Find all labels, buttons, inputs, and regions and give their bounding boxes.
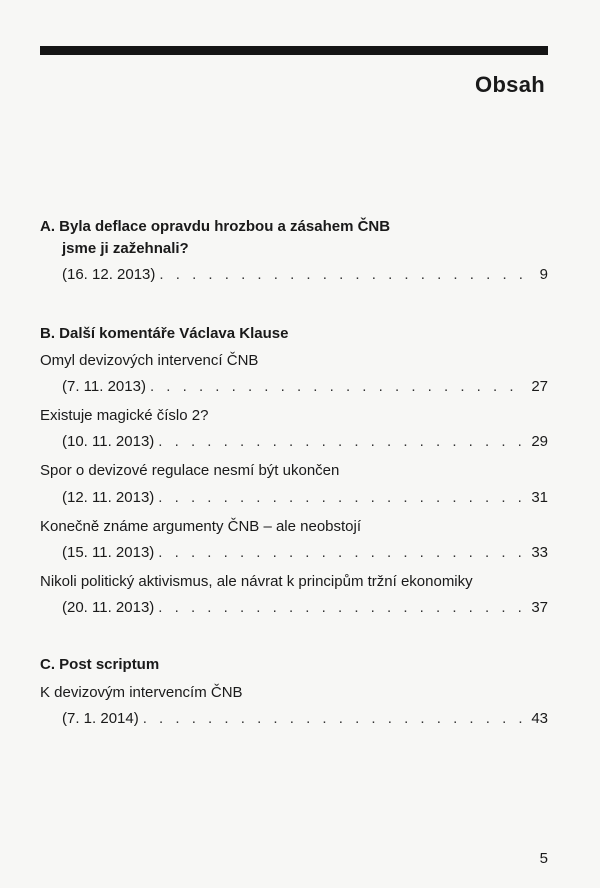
- entry-page-number: 43: [531, 710, 548, 727]
- dot-leader: [158, 489, 527, 507]
- toc-entry-b5[interactable]: [62, 599, 548, 617]
- entry-date: (10. 11. 2013): [62, 433, 155, 450]
- entry-date: (20. 11. 2013): [62, 599, 155, 616]
- dot-leader: [150, 378, 527, 396]
- dot-leader: [158, 544, 527, 562]
- header-rule: [40, 46, 548, 55]
- toc-entry-title[interactable]: Spor o devizové regulace nesmí být ukončen: [40, 462, 340, 479]
- entry-page-number: 37: [531, 599, 548, 616]
- section-c-heading: C. Post scriptum: [40, 656, 160, 673]
- section-a-heading-cont: jsme ji zažehnali?: [62, 240, 189, 257]
- entry-date: (15. 11. 2013): [62, 544, 155, 561]
- entry-page-number: 33: [531, 544, 548, 561]
- toc-entry-title[interactable]: K devizovým intervencím ČNB: [40, 684, 243, 701]
- toc-entry-a[interactable]: [62, 266, 548, 284]
- toc-entry-c1[interactable]: [62, 710, 548, 728]
- entry-date: (12. 11. 2013): [62, 489, 155, 506]
- toc-entry-b4[interactable]: [62, 544, 548, 562]
- dot-leader: [158, 599, 527, 617]
- toc-entry-title[interactable]: Nikoli politický aktivismus, ale návrat k principům tržní ekonomiky: [40, 573, 473, 590]
- dot-leader: [158, 433, 527, 451]
- entry-date: (7. 11. 2013): [62, 378, 146, 395]
- entry-page-number: 9: [539, 266, 548, 283]
- entry-page-number: 31: [531, 489, 548, 506]
- toc-entry-title[interactable]: Omyl devizových intervencí ČNB: [40, 352, 259, 369]
- entry-date: (7. 1. 2014): [62, 710, 139, 727]
- section-b-heading: B. Další komentáře Václava Klause: [40, 325, 289, 342]
- entry-date: (16. 12. 2013): [62, 266, 156, 283]
- dot-leader: [159, 266, 530, 284]
- page-number: 5: [539, 850, 548, 867]
- toc-entry-title[interactable]: Existuje magické číslo 2?: [40, 407, 209, 424]
- toc-entry-b1[interactable]: [62, 378, 548, 396]
- page-title: Obsah: [475, 72, 545, 97]
- dot-leader: [143, 710, 528, 728]
- entry-page-number: 27: [531, 378, 548, 395]
- entry-page-number: 29: [531, 433, 548, 450]
- toc-entry-title[interactable]: Konečně známe argumenty ČNB – ale neobstojí: [40, 518, 362, 535]
- toc-entry-b3[interactable]: [62, 489, 548, 507]
- toc-entry-b2[interactable]: [62, 433, 548, 451]
- section-a-heading: A. Byla deflace opravdu hrozbou a zásahem ČNB: [40, 218, 391, 235]
